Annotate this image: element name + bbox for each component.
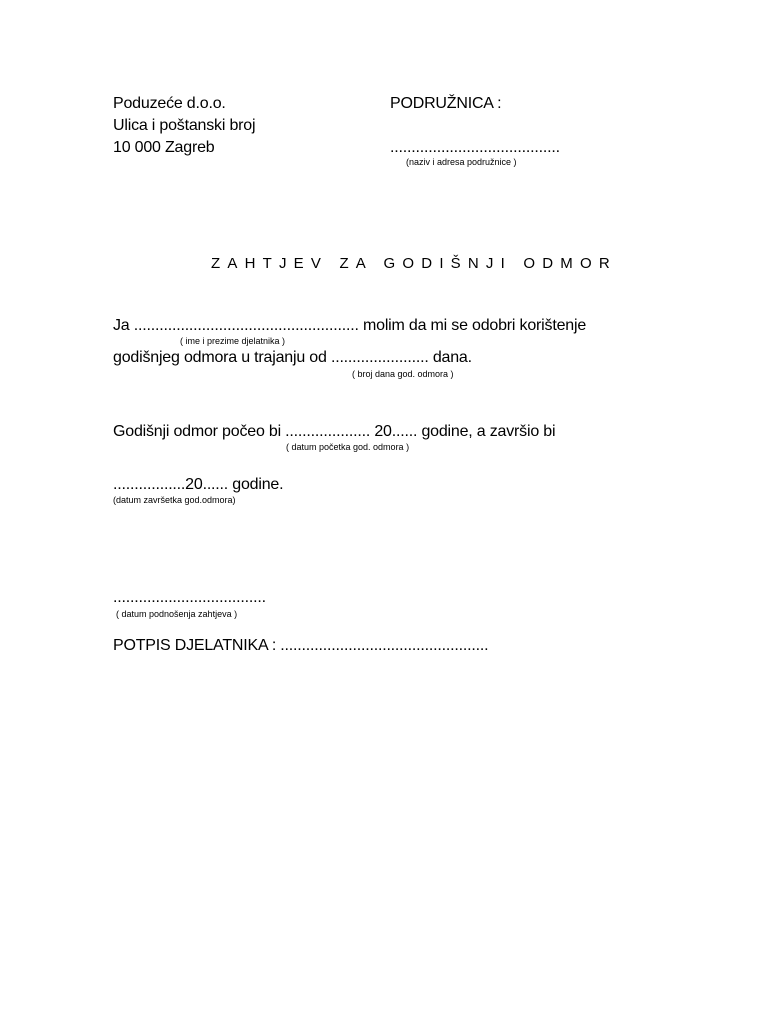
submission-dots: .................................... <box>113 589 266 606</box>
branch-dots: ........................................ <box>390 139 560 156</box>
request-line-2: godišnjeg odmora u trajanju od ....................... dana. <box>113 349 472 366</box>
name-caption: ( ime i prezime djelatnika ) <box>180 336 286 346</box>
start-caption: ( datum početka god. odmora ) <box>286 442 410 452</box>
request-line-1: Ja ..................................................... molim da mi se odobri korištenje <box>113 317 587 334</box>
period-line-2: .................20...... godine. <box>113 476 284 493</box>
company-city: 10 000 Zagreb <box>113 139 215 156</box>
submission-caption: ( datum podnošenja zahtjeva ) <box>116 609 238 619</box>
company-name: Poduzeće d.o.o. <box>113 95 226 112</box>
period-line-1: Godišnji odmor počeo bi .................... 20...... godine, a završio bi <box>113 423 556 440</box>
days-caption: ( broj dana god. odmora ) <box>352 369 454 379</box>
end-caption: (datum završetka god.odmora) <box>113 495 236 505</box>
branch-caption: (naziv i adresa podružnice ) <box>406 157 517 167</box>
document-title: ZAHTJEV ZA GODIŠNJI ODMOR <box>211 255 617 272</box>
company-street: Ulica i poštanski broj <box>113 117 256 134</box>
signature-line: POTPIS DJELATNIKA : ................................................. <box>113 637 489 654</box>
branch-label: PODRUŽNICA : <box>390 95 502 112</box>
